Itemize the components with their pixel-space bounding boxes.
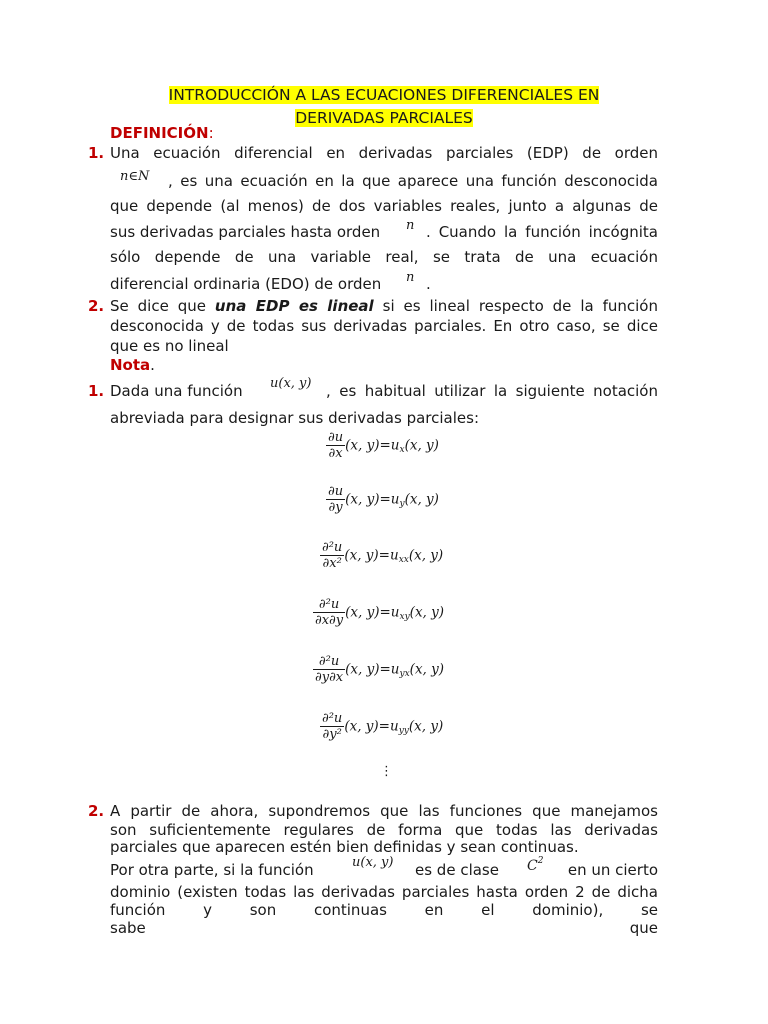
partial-fraction	[313, 654, 345, 685]
partial-fraction	[320, 711, 344, 742]
def2-l1a: Se dice que	[110, 297, 206, 315]
partial-fraction	[320, 540, 344, 571]
equation-subscript: y	[399, 499, 405, 509]
equation-rhs: (x, y)=u	[345, 437, 400, 454]
nota1-l1b: , es habitual utilizar la siguiente notación	[326, 382, 658, 400]
equation-rhs: (x, y)=u	[344, 547, 399, 564]
nota2-l4c: en un cierto	[567, 861, 658, 879]
equation-rhs: (x, y)=u	[345, 491, 400, 508]
equation-rhs: (x, y)=u	[345, 604, 400, 621]
nota-dot: .	[150, 356, 155, 374]
fraction-numerator: ∂²u	[313, 654, 345, 670]
fraction-numerator: ∂²u	[313, 597, 345, 613]
fraction-numerator: ∂²u	[322, 540, 343, 555]
equation-tail: (x, y)	[409, 661, 445, 678]
fraction-denominator: ∂x∂y	[315, 613, 344, 628]
def2-line-2: desconocida y de todas sus derivadas parciales. En otro caso, se dice	[110, 317, 658, 335]
nota2-line-6: función y son continuas en el dominio), se sabe que	[110, 901, 658, 937]
item-number-def1: 1.	[88, 144, 105, 162]
nota-heading	[110, 356, 155, 374]
math-n-order: n	[406, 218, 415, 233]
def1-line-6b: .	[426, 275, 431, 293]
def1-line-1: Una ecuación diferencial en derivadas parciales (EDP) de orden	[110, 144, 658, 162]
math-n-in-N: n∈N	[120, 169, 150, 184]
equation-tail: (x, y)	[408, 547, 444, 564]
def1-line-3: que depende (al menos) de dos variables reales, junto a algunas de	[110, 197, 658, 215]
def1-line-5: sólo depende de una variable real, se trata de una ecuación	[110, 248, 658, 266]
math-C-sup: 2	[537, 856, 544, 866]
item-number-nota2: 2.	[88, 802, 105, 820]
def1-line-4a: sus derivadas parciales hasta orden	[110, 223, 381, 241]
equation-subscript: x	[399, 445, 405, 455]
def2-line-3: que es no lineal	[110, 337, 229, 355]
equation-tail: (x, y)	[404, 491, 439, 508]
nota1-line-2: abreviada para designar sus derivadas parciales:	[110, 409, 480, 427]
vertical-dots: ⋮	[380, 764, 393, 779]
math-n-order-2: n	[406, 270, 415, 285]
title-line-1: INTRODUCCIÓN A LAS ECUACIONES DIFERENCIALES EN	[168, 86, 600, 104]
fraction-numerator: ∂u	[328, 484, 344, 499]
def2-line-1	[110, 297, 658, 315]
nota2-l4b: es de clase	[415, 861, 499, 879]
partial-fraction	[326, 484, 345, 515]
nota2-line-5: dominio (existen todas las derivadas parciales hasta orden 2 de dicha	[110, 883, 658, 901]
math-C: C	[527, 858, 538, 874]
fraction-numerator: ∂u	[328, 430, 344, 445]
derivative-equation	[326, 484, 439, 515]
equation-rhs: (x, y)=u	[345, 661, 400, 678]
math-u-xy: u(x, y)	[270, 376, 312, 391]
equation-tail: (x, y)	[404, 437, 439, 454]
def1-line-4b: . Cuando la función incógnita	[426, 223, 658, 241]
fraction-denominator: ∂y∂x	[315, 670, 344, 685]
nota1-l1a: Dada una función	[110, 382, 243, 400]
fraction-denominator: ∂x	[328, 446, 343, 461]
equation-rhs: (x, y)=u	[344, 718, 399, 735]
fraction-numerator: ∂²u	[322, 711, 343, 726]
def1-line-6a: diferencial ordinaria (EDO) de orden	[110, 275, 382, 293]
equation-tail: (x, y)	[408, 718, 444, 735]
nota-label: Nota	[110, 356, 151, 374]
def1-line-2-text: , es una ecuación en la que aparece una función desconocida	[168, 172, 658, 190]
derivative-equation	[320, 540, 443, 571]
nota2-line-1: A partir de ahora, supondremos que las funciones que manejamos	[110, 802, 658, 820]
fraction-denominator: ∂x²	[322, 556, 342, 571]
derivative-equation	[313, 597, 444, 628]
math-u-xy-2: u(x, y)	[352, 855, 394, 870]
partial-fraction	[326, 430, 345, 461]
nota2-l4a: Por otra parte, si la función	[110, 861, 314, 879]
def2-bold: una EDP es lineal	[214, 297, 374, 315]
math-C2	[527, 856, 543, 874]
item-number-def2: 2.	[88, 297, 105, 315]
equation-subscript: xy	[399, 612, 410, 622]
nota2-line-2: son suficientemente regulares de forma que todas las derivadas	[110, 821, 658, 839]
equation-subscript: yx	[399, 669, 410, 679]
definicion-heading	[110, 124, 214, 142]
derivative-equation	[313, 654, 444, 685]
partial-fraction	[313, 597, 345, 628]
def2-l1b: si es lineal respecto de la función	[382, 297, 658, 315]
definicion-colon: :	[208, 124, 214, 142]
fraction-denominator: ∂y²	[322, 727, 342, 742]
title-line-2: DERIVADAS PARCIALES	[295, 109, 473, 127]
item-number-nota1: 1.	[88, 382, 105, 400]
nota2-line-3: parciales que aparecen estén bien definidas y sean continuas.	[110, 838, 579, 856]
equation-subscript: xx	[398, 555, 409, 565]
equation-tail: (x, y)	[409, 604, 445, 621]
derivative-equation	[326, 430, 439, 461]
equation-subscript: yy	[398, 726, 409, 736]
fraction-denominator: ∂y	[328, 500, 343, 515]
derivative-equation	[320, 711, 443, 742]
definicion-label: DEFINICIÓN	[110, 124, 209, 142]
